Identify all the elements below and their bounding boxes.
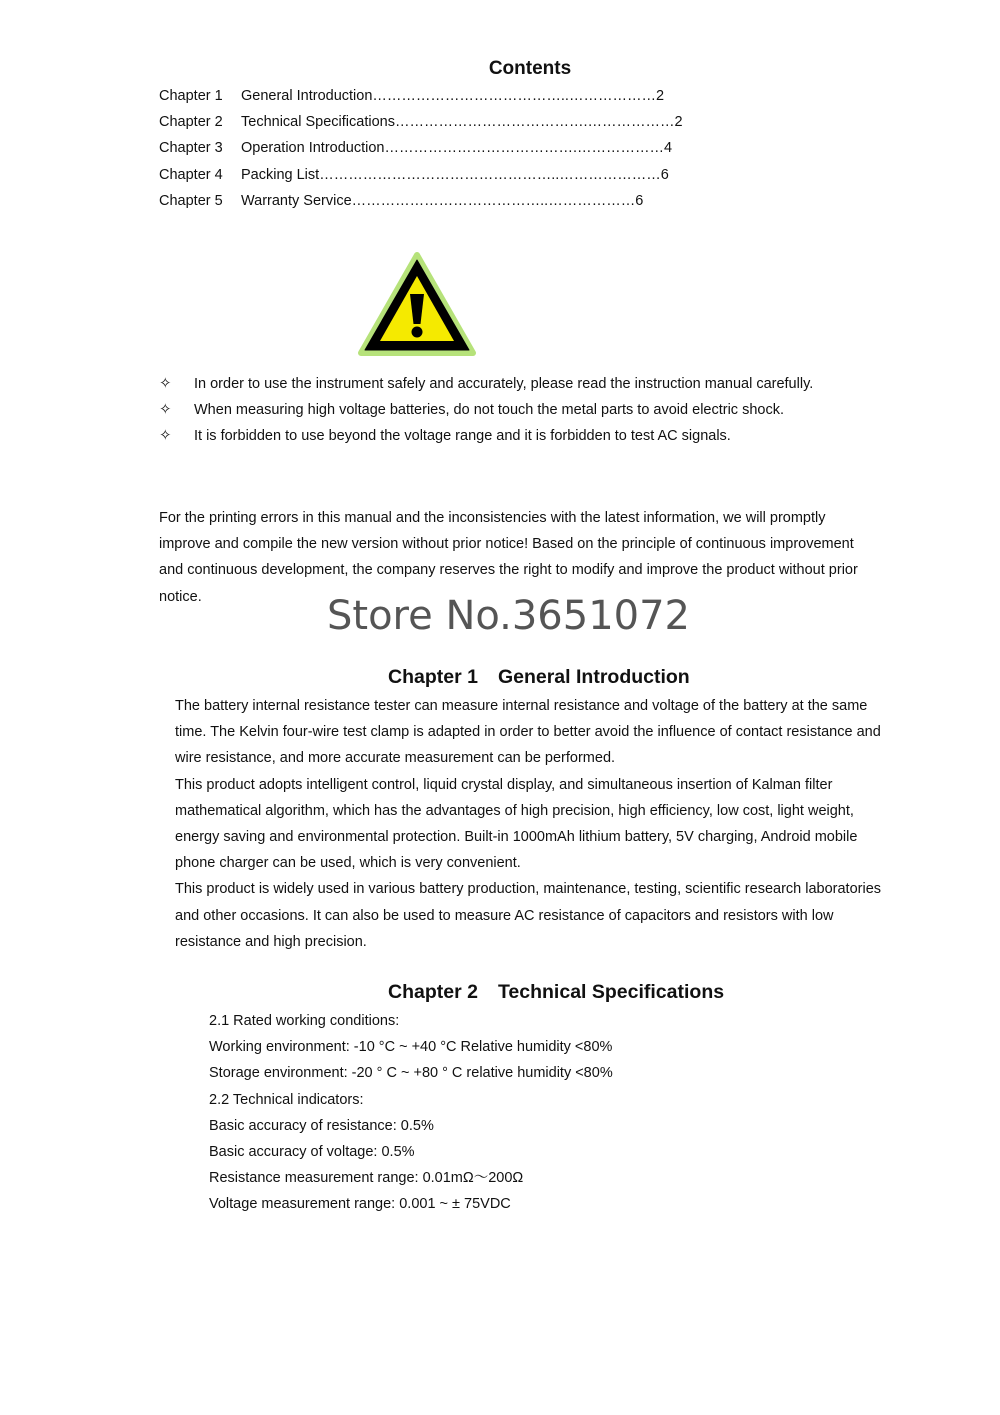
chapter-title: General Introduction [497, 666, 690, 688]
text-line: The battery internal resistance tester can measure internal resistance and voltage of the battery at the same [175, 698, 868, 714]
list-item [159, 426, 813, 452]
contents-title: Contents [488, 58, 572, 79]
warning-text: It is forbidden to use beyond the voltage range and it is forbidden to test AC signals. [194, 428, 731, 445]
notice-line: notice. [159, 588, 202, 605]
toc-leader: …………………………………..……………… [372, 88, 656, 104]
toc-page-number: 2 [655, 88, 665, 104]
table-of-contents [159, 86, 683, 217]
toc-chapter-number: Chapter 3 [159, 140, 223, 157]
general-introduction-text [175, 693, 920, 955]
toc-entry [159, 138, 683, 164]
spec-line: Working environment: -10 °C ~ +40 °C Relative humidity <80% [209, 1039, 613, 1056]
text-line: This product is widely used in various battery production, maintenance, testing, scientific research laboratories [175, 881, 882, 898]
toc-chapter-title: General Introduction [241, 88, 373, 104]
toc-page-number: 6 [635, 192, 644, 209]
spec-line: Basic accuracy of resistance: 0.5% [209, 1117, 434, 1134]
spec-line: Storage environment: -20 ° C ~ +80 ° C relative humidity <80% [209, 1065, 613, 1082]
warning-text: When measuring high voltage batteries, do not touch the metal parts to avoid electric shock. [194, 402, 784, 419]
list-item [159, 374, 813, 400]
text-line: mathematical algorithm, which has the advantages of high precision, high efficiency, low cost, light weight, [175, 802, 854, 819]
toc-page-number: 4 [664, 140, 673, 157]
toc-chapter-title: Warranty Service [241, 192, 352, 209]
bullet-star-icon: ✧ [159, 375, 172, 392]
toc-leader: …………………………………………..………………… [319, 166, 661, 183]
toc-chapter-number: Chapter 5 [159, 192, 223, 209]
text-line: energy saving and environmental protection. Built-in 1000mAh lithium battery, 5V charging, Android mobile [175, 829, 858, 846]
toc-leader: …………………………………..……………… [351, 192, 636, 209]
toc-entry [159, 112, 683, 138]
chapter-1-heading [388, 666, 690, 689]
toc-leader: ………………………………….……………… [384, 140, 665, 157]
toc-leader: ………………………………….……………… [394, 114, 675, 131]
toc-chapter-number: Chapter 1 [159, 88, 223, 104]
spec-line: 2.1 Rated working conditions: [209, 1013, 400, 1029]
spec-line: Basic accuracy of voltage: 0.5% [209, 1144, 415, 1161]
notice-line: improve and compile the new version without prior notice! Based on the principle of continuous improvement [159, 536, 854, 553]
toc-chapter-title: Technical Specifications [241, 114, 395, 131]
warning-text: In order to use the instrument safely and accurately, please read the instruction manual carefully. [194, 376, 814, 392]
text-line: resistance and high precision. [175, 933, 367, 950]
chapter-number: Chapter 2 [388, 981, 478, 1003]
text-line: This product adopts intelligent control, liquid crystal display, and simultaneous insertion of Kalman filter [175, 776, 833, 793]
notice-line: For the printing errors in this manual and the inconsistencies with the latest information, we will promptly [159, 510, 826, 526]
text-line: and other occasions. It can also be used to measure AC resistance of capacitors and resistors with low [175, 907, 834, 924]
warning-triangle-icon [358, 252, 476, 358]
text-line: phone charger can be used, which is very convenient. [175, 855, 521, 872]
bullet-star-icon: ✧ [159, 401, 172, 419]
text-line: wire resistance, and more accurate measurement can be performed. [175, 750, 616, 767]
toc-chapter-number: Chapter 2 [159, 114, 223, 131]
store-watermark: Store No.3651072 [327, 593, 690, 639]
spec-line: Voltage measurement range: 0.001 ~ ± 75VDC [209, 1196, 511, 1213]
spec-line: 2.2 Technical indicators: [209, 1091, 364, 1108]
toc-page-number: 6 [660, 166, 669, 183]
toc-chapter-number: Chapter 4 [159, 166, 223, 183]
toc-entry [159, 191, 683, 217]
safety-warnings [159, 374, 813, 453]
chapter-2-heading [388, 981, 724, 1004]
toc-chapter-title: Operation Introduction [241, 140, 385, 157]
text-line: time. The Kelvin four-wire test clamp is adapted in order to better avoid the influence of contact resistance and [175, 724, 881, 741]
toc-page-number: 2 [674, 114, 683, 131]
toc-entry [159, 86, 683, 112]
list-item [159, 400, 813, 426]
toc-entry [159, 165, 683, 191]
spec-line: Resistance measurement range: 0.01mΩ～200Ω [209, 1170, 524, 1187]
bullet-star-icon: ✧ [159, 427, 172, 445]
notice-line: and continuous development, the company reserves the right to modify and improve the product without prior [159, 562, 858, 579]
technical-specifications-list [209, 1008, 613, 1218]
chapter-title: Technical Specifications [497, 981, 725, 1003]
chapter-number: Chapter 1 [388, 666, 478, 688]
toc-chapter-title: Packing List [241, 166, 320, 183]
